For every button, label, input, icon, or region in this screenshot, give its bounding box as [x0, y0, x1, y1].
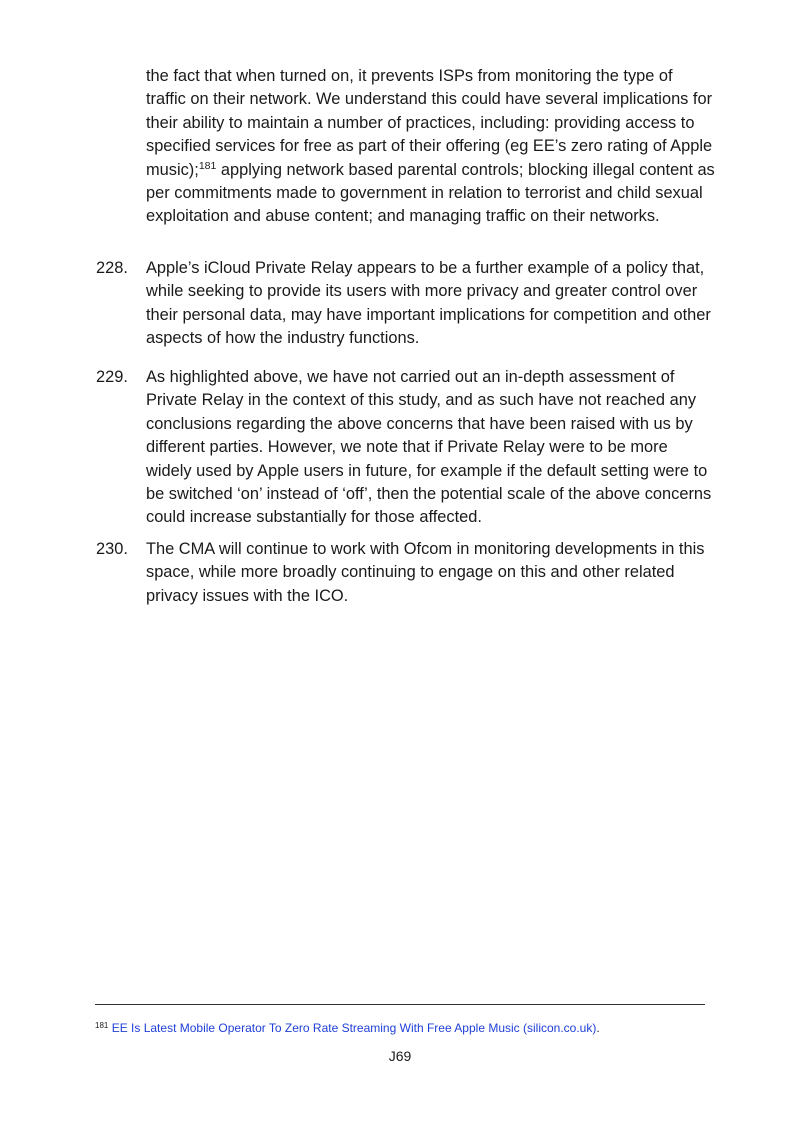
page-number: J69 — [388, 1048, 412, 1064]
footnote-number: 181 — [95, 1021, 109, 1030]
footnote-trailing: . — [596, 1021, 600, 1035]
paragraph-text: the fact that when turned on, it prevents ISPs from monitoring the type of traffic on their network. We understand this could have several implications for their ability to maintain a number of practices, including: providing access to specified services for free as part of their offering (eg EE’s zero rating of Apple music); — [146, 67, 713, 179]
footnote-181 — [95, 1021, 715, 1036]
footnote-divider — [95, 1004, 705, 1005]
paragraph-body: As highlighted above, we have not carried out an in-depth assessment of Private Relay in the context of this study, and as such have not reached any conclusions regarding the above concerns that have been raised with us by different parties. However, we note that if Private Relay were to be more widely used by Apple users in future, for example if the default setting were to be switched ‘on’ instead of ‘off’, then the potential scale of the above concerns could increase substantially for those affected. — [146, 368, 712, 527]
paragraph-body: Apple’s iCloud Private Relay appears to be a further example of a policy that, while seeking to provide its users with more privacy and greater control over their personal data, may have important implications for competition and other aspects of how the industry functions. — [146, 259, 711, 348]
footnote-link[interactable]: EE Is Latest Mobile Operator To Zero Rate Streaming With Free Apple Music (silicon.co.uk) — [111, 1021, 597, 1035]
paragraph-text: applying network based parental controls; blocking illegal content as per commitments made to government in relation to terrorist and child sexual exploitation and abuse content; and managing traffic on their networks. — [146, 160, 715, 226]
paragraph-body — [146, 65, 716, 229]
paragraph-number: 228. — [96, 259, 128, 277]
footnote-reference[interactable]: 181 — [198, 159, 217, 172]
paragraph-number: 229. — [96, 368, 128, 386]
paragraph-body: The CMA will continue to work with Ofcom in monitoring developments in this space, while more broadly continuing to engage on this and other related privacy issues with the ICO. — [146, 540, 705, 605]
paragraph-number: 230. — [96, 540, 128, 558]
